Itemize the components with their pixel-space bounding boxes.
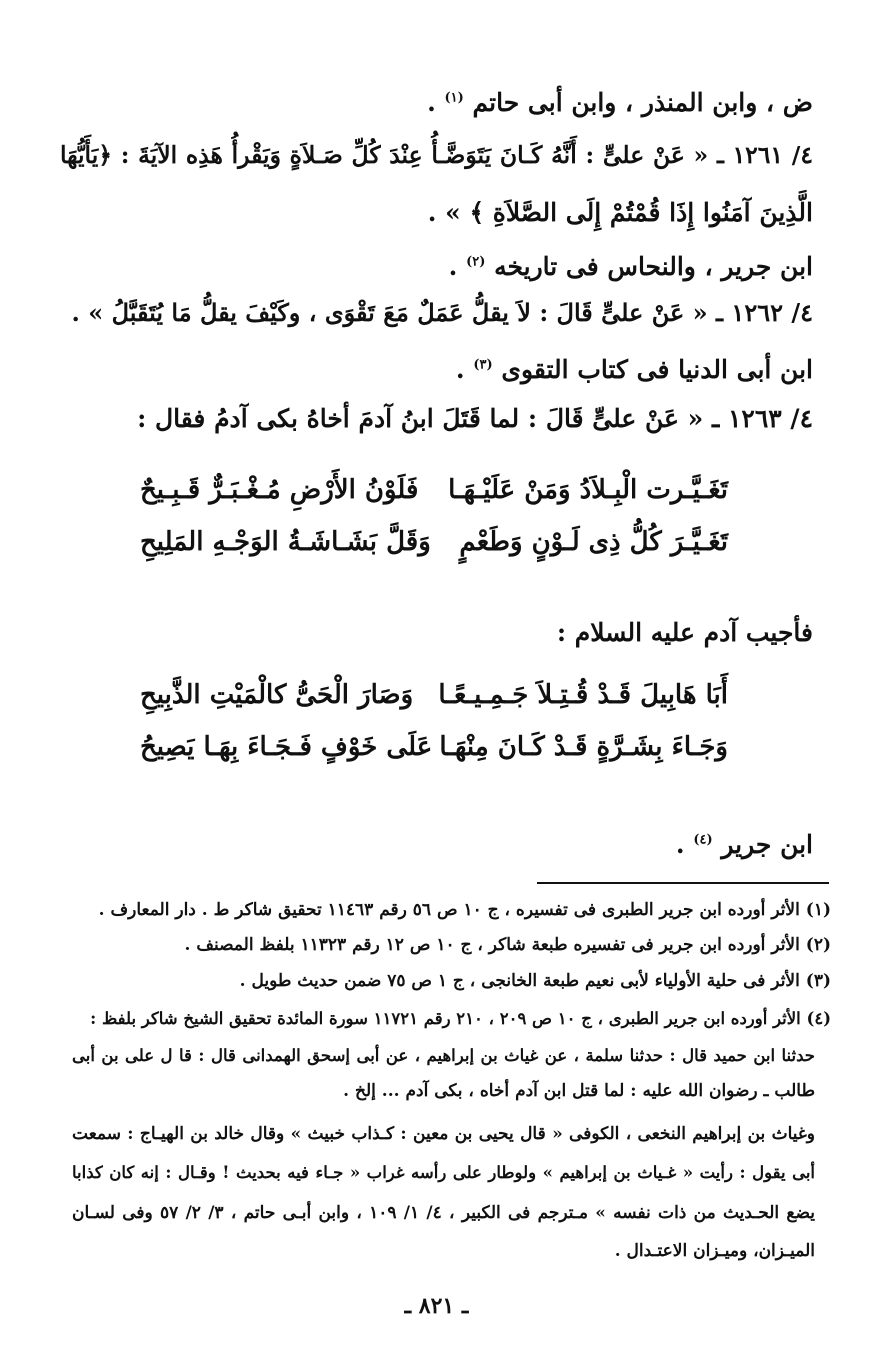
footnote-4-line-5: أبى يقول : رأيت « غـياث بن إبراهيم » ولوطار على رأسه غراب « جـاء فيه بحديث ! وقـال : إنه كان كذابا bbox=[72, 1163, 815, 1182]
poem-2-verse-1 bbox=[60, 680, 813, 720]
footnote-3: (٣) الأثر فى حلية الأولياء لأبى نعيم طبعة الخانجى ، ج ١ ص ٧٥ ضمن حديث طويل . bbox=[239, 971, 831, 991]
hemistich-second: وَقَلَّ بَشَـاشَـةُ الوَجْـهِ المَلِيحِ bbox=[140, 527, 431, 557]
line-text: ابن جرير bbox=[721, 830, 813, 859]
hadith-1263: ٤/ ١٢٦٣ ـ « عَنْ علىٍّ قَالَ : لما قَتَلَ ابنُ آدمَ أخاهُ بكى آدمُ فقال : bbox=[137, 404, 813, 433]
hadith-1262: ٤/ ١٢٦٢ ـ « عَنْ علىٍّ قَالَ : لاَ يقلُّ عَمَلٌ مَعَ تَقْوَى ، وكَيْفَ يقلُّ مَا يُتَقَبَّلُ » . bbox=[71, 298, 813, 327]
poem-1-verse-1 bbox=[60, 475, 813, 515]
footnote-4-line-3: طالب ـ رضوان الله عليه : لما قتل ابن آدم أخاه ، بكى آدم ... إلخ . bbox=[343, 1081, 815, 1101]
period: . bbox=[675, 830, 685, 859]
source-line-3 bbox=[60, 355, 813, 384]
footnote-ref-2: (٢) bbox=[466, 254, 486, 270]
line-text: ض ، وابن المنذر ، وابن أبى حاتم bbox=[472, 88, 813, 117]
hemistich-second: وَصَارَ الْحَىُّ كالْمَيْتِ الذَّبِيحِ bbox=[140, 680, 414, 710]
source-line-2 bbox=[60, 252, 813, 281]
hemistich-first: وَجَـاءَ بِشَـرَّةٍ قَـدْ كَـانَ مِنْهَـا bbox=[439, 732, 728, 762]
footnote-4-line-4: وغياث بن إبراهيم النخعى ، الكوفى « قال يحيى بن معين : كـذاب خبيث » وقال خالد بن الهيـاج : سمعت bbox=[72, 1124, 815, 1144]
period: . bbox=[427, 88, 436, 117]
footnote-4-line-7: الميـزان، وميـزان الاعتـدال . bbox=[614, 1241, 815, 1261]
hemistich-second: عَلَى خَوْفٍ فَـجَـاءَ بِهَـا يَصِيحُ bbox=[140, 732, 433, 762]
page-number: ـ ٨٢١ ـ bbox=[404, 1293, 469, 1319]
footnote-2: (٢) الأثر أورده ابن جرير فى تفسيره طبعة شاكر ، ج ١٠ ص ١٢ رقم ١١٣٢٣ بلفظ المصنف . bbox=[184, 935, 831, 955]
poem-2-verse-2 bbox=[60, 732, 813, 772]
source-line-4 bbox=[60, 830, 813, 859]
footnote-4: (٤) الأثر أورده ابن جرير الطبرى ، ج ١٠ ص ٢٠٩ ، ٢١٠ رقم ١١٧٢١ سورة المائدة تحقيق الشيخ شاكر بلفظ : bbox=[90, 1009, 831, 1028]
hemistich-first: تَغَـيَّـرت الْبِـلاَدُ وَمَنْ عَلَيْـهَـا bbox=[448, 475, 728, 505]
footnote-4-line-2: حدثنا ابن حميد قال : حدثنا سلمة ، عن غياث بن إبراهيم ، عن أبى إسحق الهمدانى قال : قا ل على بن أبى bbox=[72, 1046, 815, 1065]
poem-1-verse-2 bbox=[60, 527, 813, 567]
footnote-separator bbox=[537, 882, 829, 884]
hemistich-second: فَلَوْنُ الأَرْضِ مُـغْـبَـرٌّ قَـبِـيحٌ bbox=[140, 475, 419, 505]
answer-intro: فأجيب آدم عليه السلام : bbox=[556, 618, 813, 647]
hemistich-first: أَبَا هَابِيلَ قَـدْ قُـتِـلاَ جَـمِـيـعًـا bbox=[438, 680, 728, 710]
period: . bbox=[448, 252, 458, 281]
footnote-ref-1: (١) bbox=[444, 90, 464, 106]
line-text: ابن جرير ، والنحاس فى تاريخه bbox=[494, 252, 813, 281]
hadith-1261-line-1: ٤/ ١٢٦١ ـ « عَنْ علىٍّ : أَنَّهُ كَـانَ يَتَوَضَّـأُ عِنْدَ كُلِّ صَـلاَةٍ وَيَقْرأُ هَذِه الآيَةَ : ﴿يَأَيُّهَا bbox=[60, 141, 813, 169]
footnote-4-line-6: يضع الحـديث من ذات نفسه » مـترجم فى الكبير ، ٤/ ١/ ١٠٩ ، وابن أبـى حاتم ، ٣/ ٢/ ٥٧ وفى لسـان bbox=[72, 1203, 815, 1223]
footnote-ref-4: (٤) bbox=[693, 832, 713, 848]
footnote-ref-3: (٣) bbox=[473, 357, 493, 373]
hadith-1261-line-2: الَّذِينَ آمَنُوا إِذَا قُمْتُمْ إِلَى الصَّلاَةِ ﴾ » . bbox=[427, 198, 813, 227]
text-line-1 bbox=[60, 88, 813, 117]
hemistich-first: تَغَـيَّـرَ كُلُّ ذِى لَـوْنٍ وَطَعْمٍ bbox=[459, 527, 728, 557]
footnote-1: (١) الأثر أورده ابن جرير الطبرى فى تفسيره ، ج ١٠ ص ٥٦ رقم ١١٤٦٣ تحقيق شاكر ط . دار المعارف . bbox=[98, 900, 831, 920]
line-text: ابن أبى الدنيا فى كتاب التقوى bbox=[501, 355, 813, 384]
period: . bbox=[455, 355, 465, 384]
